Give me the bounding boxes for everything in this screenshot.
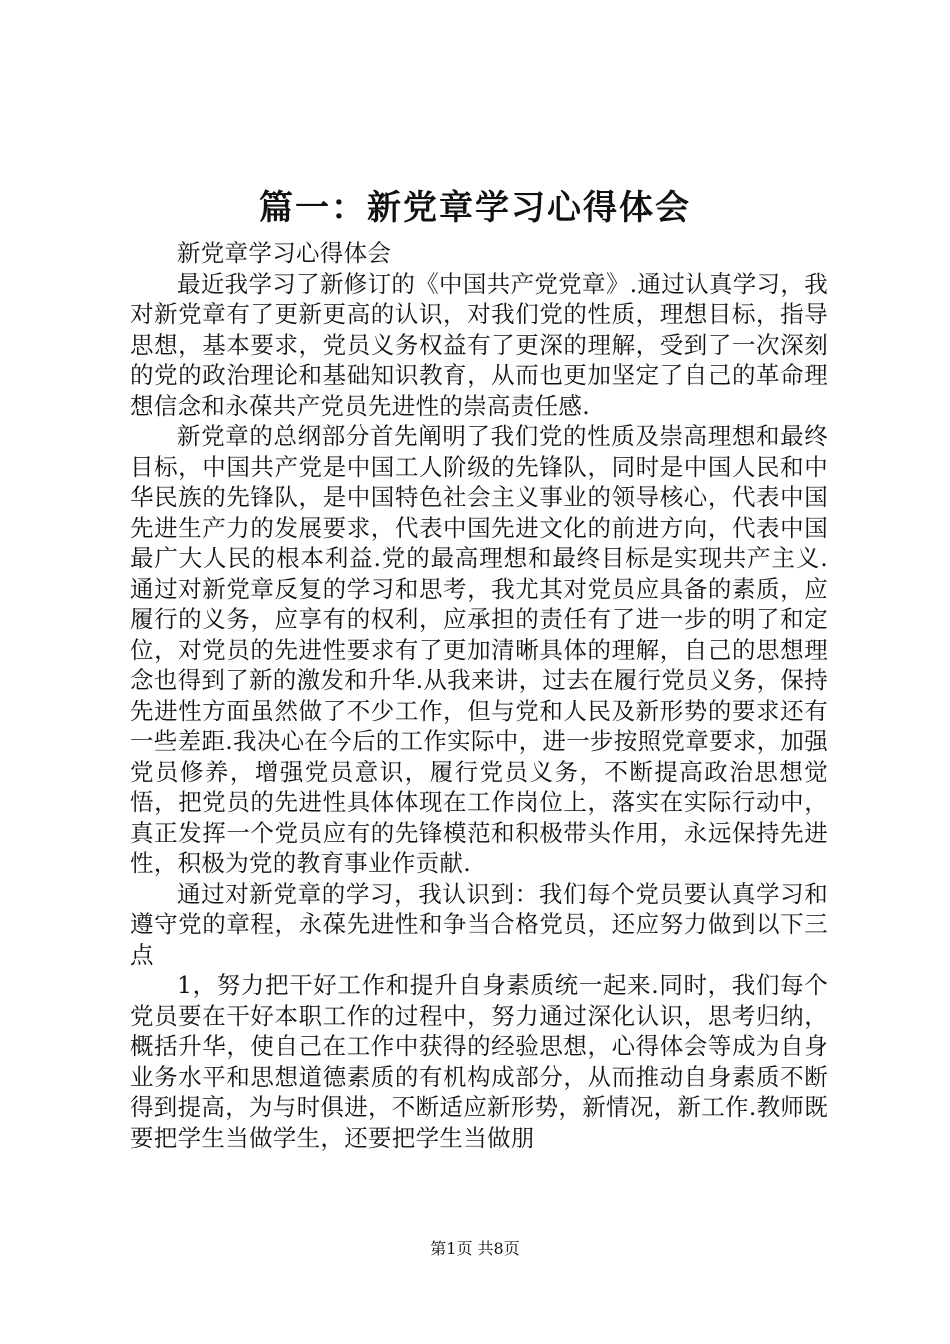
document-title: 篇一：新党章学习心得体会 bbox=[259, 188, 691, 228]
body-paragraph: 新党章的总纲部分首先阐明了我们党的性质及崇高理想和最终目标，中国共产党是中国工人阶级的先锋队，同时是中国人民和中华民族的先锋队，是中国特色社会主义事业的领导核心，代表中国先进生产力的发展要求，代表中国先进文化的前进方向，代表中国最广大人民的根本利益.党的最高理想和最终目标是实现共产主义.通过对新党章反复的学习和思考，我尤其对党员应具备的素质，应履行的义务，应享有的权利，应承担的责任有了进一步的明了和定位，对党员的先进性要求有了更加清晰具体的理解，自己的思想理念也得到了新的激发和升华.从我来讲，过去在履行党员义务，保持先进性方面虽然做了不少工作，但与党和人民及新形势的要求还有一些差距.我决心在今后的工作实际中，进一步按照党章要求，加强党员修养，增强党员意识，履行党员义务，不断提高政治思想觉悟，把党员的先进性具体体现在工作岗位上，落实在实际行动中，真正发挥一个党员应有的先锋模范和积极带头作用，永远保持先进性，积极为党的教育事业作贡献. bbox=[130, 422, 828, 877]
body-paragraph: 新党章学习心得体会 bbox=[177, 239, 392, 267]
document-body bbox=[130, 238, 828, 1153]
body-paragraph: 1，努力把干好工作和提升自身素质统一起来.同时，我们每个党员要在干好本职工作的过程中，努力通过深化认识，思考归纳，概括升华，使自己在工作中获得的经验思想，心得体会等成为自身业务水平和思想道德素质的有机构成部分，从而推动自身素质不断得到提高，为与时俱进，不断适应新形势，新情况，新工作.教师既要把学生当做学生，还要把学生当做朋 bbox=[130, 971, 828, 1152]
body-paragraph: 通过对新党章的学习，我认识到：我们每个党员要认真学习和遵守党的章程，永葆先进性和争当合格党员，还应努力做到以下三点 bbox=[130, 879, 828, 969]
body-paragraph: 最近我学习了新修订的《中国共产党党章》.通过认真学习，我对新党章有了更新更高的认识，对我们党的性质，理想目标，指导思想，基本要求，党员义务权益有了更深的理解，受到了一次深刻的党的政治理论和基础知识教育，从而也更加坚定了自己的革命理想信念和永葆共产党员先进性的崇高责任感. bbox=[130, 269, 828, 420]
page-footer: 第1页 共8页 bbox=[430, 1239, 520, 1258]
